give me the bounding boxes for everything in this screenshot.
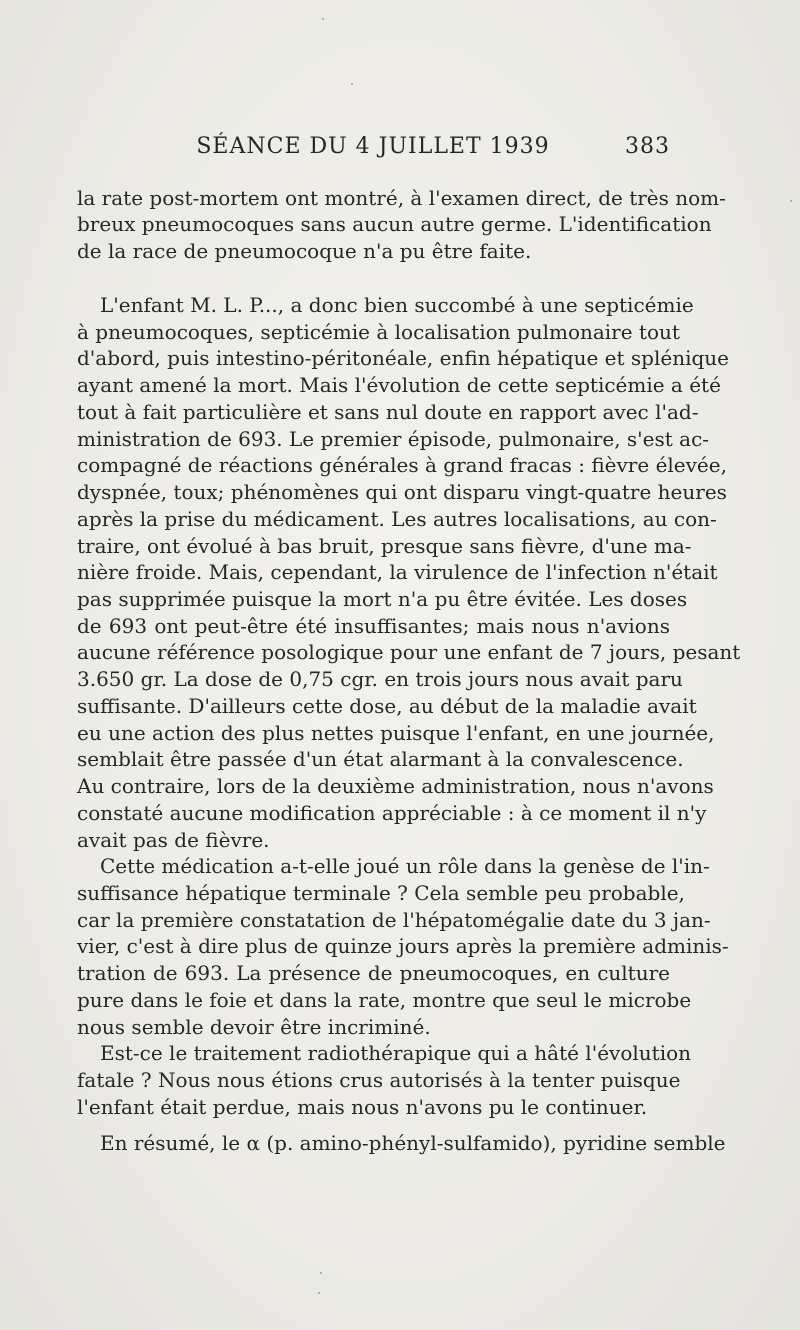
text-line: En résumé, le α (p. amino-phényl-sulfamido), pyridine semble xyxy=(100,1131,726,1155)
paper-speck xyxy=(351,83,353,85)
text-line: tration de 693. La présence de pneumocoques, en culture xyxy=(77,961,670,985)
text-line: de 693 ont peut-être été insuffisantes; mais nous n'avions xyxy=(77,614,670,638)
text-line: dyspnée, toux; phénomènes qui ont disparu vingt-quatre heures xyxy=(77,480,727,504)
text-line: à pneumocoques, septicémie à localisation pulmonaire tout xyxy=(77,320,680,344)
text-line: ayant amené la mort. Mais l'évolution de cette septicémie a été xyxy=(77,373,721,397)
text-line: pas supprimée puisque la mort n'a pu être évitée. Les doses xyxy=(77,587,688,611)
paper-speck xyxy=(322,18,324,20)
text-line: avait pas de fièvre. xyxy=(77,828,270,852)
text-line: semblait être passée d'un état alarmant à la convalescence. xyxy=(77,747,684,771)
text-line: breux pneumocoques sans aucun autre germe. L'identification xyxy=(77,212,712,236)
text-line: constaté aucune modification appréciable : à ce moment il n'y xyxy=(77,801,707,825)
text-line: Au contraire, lors de la deuxième administration, nous n'avons xyxy=(77,774,714,798)
text-line: l'enfant était perdue, mais nous n'avons pu le continuer. xyxy=(77,1095,648,1119)
paper-speck xyxy=(790,200,792,202)
text-line: L'enfant M. L. P..., a donc bien succombé à une septicémie xyxy=(100,293,694,317)
text-line: tout à fait particulière et sans nul doute en rapport avec l'ad- xyxy=(77,400,699,424)
paper-speck xyxy=(320,1272,322,1274)
header-title: SÉANCE DU 4 JUILLET 1939 xyxy=(196,134,550,159)
text-line: Est-ce le traitement radiothérapique qui a hâté l'évolution xyxy=(100,1041,692,1065)
text-line: compagné de réactions générales à grand fracas : fièvre élevée, xyxy=(77,453,727,477)
page-number: 383 xyxy=(625,134,670,159)
text-line: après la prise du médicament. Les autres localisations, au con- xyxy=(77,507,717,531)
text-line: ministration de 693. Le premier épisode, pulmonaire, s'est ac- xyxy=(77,427,710,451)
text-line: traire, ont évolué à bas bruit, presque sans fièvre, d'une ma- xyxy=(77,534,692,558)
text-line: car la première constatation de l'hépatomégalie date du 3 jan- xyxy=(77,908,711,932)
text-line: 3.650 gr. La dose de 0,75 cgr. en trois jours nous avait paru xyxy=(77,667,683,691)
text-line: suffisance hépatique terminale ? Cela semble peu probable, xyxy=(77,881,685,905)
text-line: fatale ? Nous nous étions crus autorisés à la tenter puisque xyxy=(77,1068,681,1092)
paper-speck xyxy=(318,1292,320,1294)
text-line: de la race de pneumocoque n'a pu être faite. xyxy=(77,239,532,263)
text-line: aucune référence posologique pour une enfant de 7 jours, pesant xyxy=(77,640,741,664)
running-header xyxy=(76,134,670,164)
text-line: d'abord, puis intestino-péritonéale, enfin hépatique et splénique xyxy=(77,346,730,370)
text-line: vier, c'est à dire plus de quinze jours après la première adminis- xyxy=(77,934,729,958)
text-line: Cette médication a-t-elle joué un rôle dans la genèse de l'in- xyxy=(100,854,710,878)
text-line: nous semble devoir être incriminé. xyxy=(77,1015,431,1039)
text-line: pure dans le foie et dans la rate, montre que seul le microbe xyxy=(77,988,692,1012)
text-line: suffisante. D'ailleurs cette dose, au début de la maladie avait xyxy=(77,694,697,718)
text-line: eu une action des plus nettes puisque l'enfant, en une journée, xyxy=(77,721,715,745)
text-line: nière froide. Mais, cependant, la virulence de l'infection n'était xyxy=(77,560,718,584)
text-line: la rate post-mortem ont montré, à l'examen direct, de très nom- xyxy=(77,186,726,210)
